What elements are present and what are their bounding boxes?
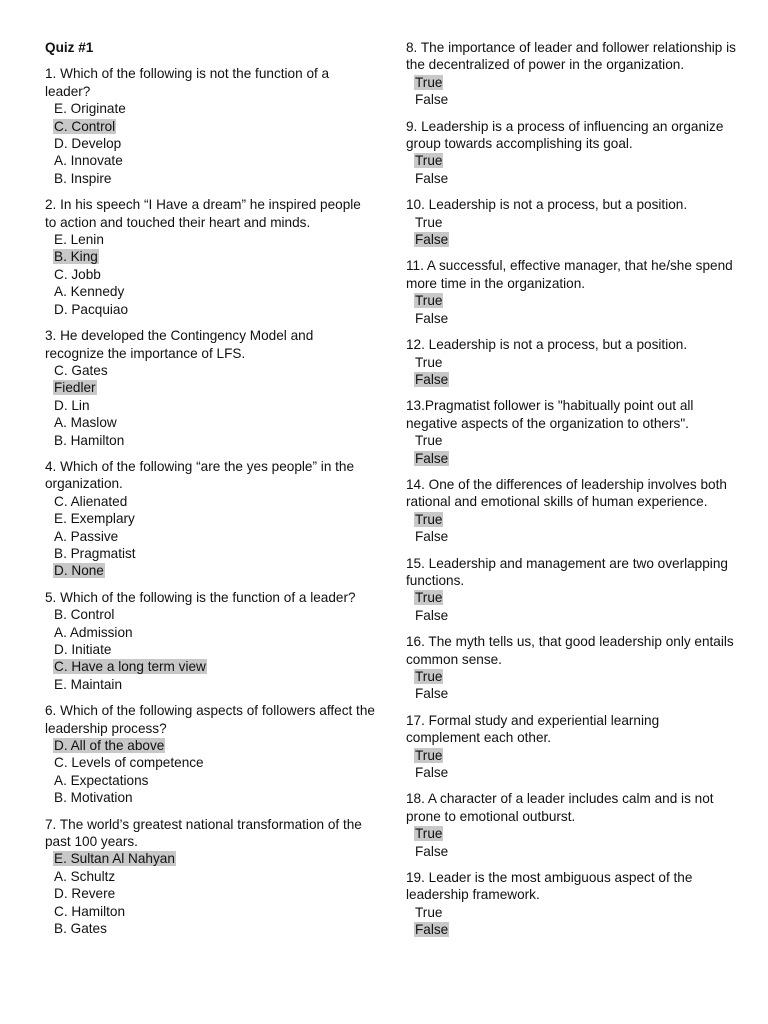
answer-option <box>53 100 375 117</box>
answer-option <box>53 641 375 658</box>
answer-option-highlighted <box>53 850 375 867</box>
answer-option-label: C. Control <box>54 118 116 134</box>
answer-option-label: A. Schultz <box>54 868 116 884</box>
answer-option-label: True <box>415 214 443 230</box>
answer-option-label: False <box>415 92 449 108</box>
question-item <box>45 196 375 318</box>
question-text: 18. A character of a leader includes calm and is not prone to emotional outburst. <box>406 791 714 824</box>
answer-option-label: C. Levels of competence <box>54 755 204 771</box>
answer-option <box>53 885 375 902</box>
answer-option-label: D. Initiate <box>54 642 112 657</box>
answer-option <box>53 283 375 300</box>
answer-option-label: D. Develop <box>54 136 122 152</box>
question-text: 19. Leader is the most ambiguous aspect of the leadership framework. <box>406 870 693 903</box>
answer-option-highlighted <box>414 511 736 528</box>
answer-option <box>53 676 375 693</box>
answer-option-highlighted <box>53 737 375 754</box>
answer-options <box>45 737 375 807</box>
answer-options <box>406 668 736 703</box>
answer-option-label: A. Innovate <box>54 153 123 169</box>
answer-option-label: False <box>415 686 449 702</box>
answer-option <box>53 414 375 431</box>
answer-option-label: E. Originate <box>54 101 126 117</box>
answer-option-label: A. Maslow <box>54 415 117 431</box>
answer-option <box>53 231 375 248</box>
answer-option-highlighted <box>414 825 736 842</box>
left-question-list <box>45 65 375 937</box>
question-text: 16. The myth tells us, that good leadership only entails common sense. <box>406 634 734 667</box>
answer-option-label: C. Alienated <box>54 493 128 509</box>
question-item <box>45 589 375 693</box>
answer-option-label: True <box>415 293 443 309</box>
question-text: 17. Formal study and experiential learning complement each other. <box>406 712 660 746</box>
answer-option-label: False <box>415 450 449 466</box>
question-item <box>45 458 375 580</box>
answer-option-label: B. King <box>54 249 98 265</box>
question-text: 6. Which of the following aspects of followers affect the leadership process? <box>45 703 375 736</box>
answer-option <box>53 266 375 283</box>
question-item <box>45 702 375 806</box>
answer-option-label: True <box>415 433 443 449</box>
answer-option-highlighted <box>414 152 736 169</box>
quiz-title: Quiz #1 <box>45 40 94 55</box>
answer-options <box>45 606 375 693</box>
left-column <box>45 39 375 947</box>
answer-options <box>406 432 736 467</box>
answer-option <box>53 170 375 187</box>
answer-option <box>414 170 736 187</box>
answer-option <box>53 301 375 318</box>
answer-option-label: E. Maintain <box>54 676 123 692</box>
answer-option <box>414 214 736 231</box>
question-text: 15. Leadership and management are two overlapping functions. <box>406 555 728 588</box>
answer-option-label: D. Lin <box>54 397 90 413</box>
question-text: 13.Pragmatist follower is "habitually point out all negative aspects of the organization to others". <box>406 398 694 431</box>
question-text: 8. The importance of leader and follower relationship is the decentralized of power in the organization. <box>406 40 736 73</box>
right-question-list <box>406 39 736 939</box>
question-item <box>45 816 375 938</box>
answer-option-label: True <box>415 74 443 90</box>
question-item <box>406 196 736 248</box>
answer-option-label: False <box>415 371 449 387</box>
answer-option-label: E. Sultan Al Nahyan <box>54 851 175 867</box>
answer-option-label: False <box>415 529 449 545</box>
answer-option-highlighted <box>414 921 736 938</box>
answer-option <box>53 432 375 449</box>
answer-options <box>406 747 736 782</box>
answer-option <box>414 904 736 921</box>
answer-option-label: A. Expectations <box>54 772 149 788</box>
answer-option <box>53 362 375 379</box>
answer-options <box>406 74 736 109</box>
question-item <box>45 327 375 449</box>
answer-options <box>406 825 736 860</box>
answer-option-label: False <box>415 170 449 186</box>
answer-option <box>53 772 375 789</box>
answer-options <box>45 362 375 449</box>
answer-option-label: False <box>415 922 449 938</box>
answer-option-highlighted <box>414 371 736 388</box>
answer-option <box>53 545 375 562</box>
answer-option-label: True <box>415 153 443 169</box>
question-item <box>406 39 736 109</box>
question-text: 10. Leadership is not a process, but a position. <box>406 197 688 213</box>
answer-option <box>414 843 736 860</box>
answer-option <box>414 354 736 371</box>
answer-option-label: True <box>415 511 443 527</box>
answer-option <box>53 135 375 152</box>
answer-option <box>53 624 375 641</box>
question-item <box>406 633 736 703</box>
answer-option <box>414 432 736 449</box>
answer-options <box>45 493 375 580</box>
answer-options <box>45 850 375 937</box>
answer-option-label: E. Lenin <box>54 232 104 248</box>
question-text: 9. Leadership is a process of influencing an organize group towards accomplishing its goal. <box>406 118 724 152</box>
answer-options <box>406 589 736 624</box>
answer-option-label: D. Revere <box>54 886 116 902</box>
answer-option-label: False <box>415 232 449 248</box>
answer-option <box>414 764 736 781</box>
answer-option-label: B. Inspire <box>54 170 112 186</box>
question-item <box>406 118 736 188</box>
answer-option-label: D. None <box>54 563 104 579</box>
answer-option-highlighted <box>414 747 736 764</box>
answer-options <box>45 231 375 318</box>
answer-option-highlighted <box>414 589 736 606</box>
answer-option-label: E. Exemplary <box>54 511 135 527</box>
answer-option-highlighted <box>414 668 736 685</box>
answer-option <box>53 903 375 920</box>
answer-option-highlighted <box>53 562 375 579</box>
answer-options <box>45 100 375 187</box>
answer-option-label: A. Admission <box>54 624 133 640</box>
answer-options <box>406 511 736 546</box>
answer-option <box>53 510 375 527</box>
answer-option <box>414 91 736 108</box>
question-item <box>406 257 736 327</box>
answer-options <box>406 354 736 389</box>
answer-option-label: A. Passive <box>54 528 119 544</box>
answer-option-label: True <box>415 904 443 920</box>
answer-option-label: False <box>415 310 449 326</box>
answer-option <box>414 685 736 702</box>
answer-option-label: B. Motivation <box>54 790 133 806</box>
question-item <box>406 397 736 467</box>
answer-option <box>53 528 375 545</box>
answer-option-label: B. Pragmatist <box>54 545 136 561</box>
question-item <box>406 869 736 939</box>
question-text: 3. He developed the Contingency Model and recognize the importance of LFS. <box>45 328 314 361</box>
question-text: 7. The world’s greatest national transformation of the past 100 years. <box>45 816 362 850</box>
answer-option <box>53 920 375 937</box>
answer-option-label: C. Jobb <box>54 266 101 282</box>
answer-option-highlighted <box>414 292 736 309</box>
answer-option-highlighted <box>414 74 736 91</box>
answer-option <box>414 528 736 545</box>
question-item <box>45 65 375 187</box>
answer-option-highlighted <box>53 379 375 396</box>
question-text: 5. Which of the following is the function of a leader? <box>45 589 356 605</box>
right-column <box>406 39 736 948</box>
question-item <box>406 790 736 860</box>
answer-option-label: True <box>415 826 443 842</box>
answer-option-highlighted <box>53 248 375 265</box>
answer-option-label: True <box>415 590 443 606</box>
answer-option-label: True <box>415 354 443 370</box>
answer-option-highlighted <box>414 231 736 248</box>
answer-option-label: D. Pacquiao <box>54 301 129 317</box>
question-item <box>406 712 736 782</box>
question-text: 4. Which of the following “are the yes people” in the organization. <box>45 458 355 492</box>
answer-option-label: False <box>415 765 449 781</box>
answer-option-label: C. Gates <box>54 362 108 378</box>
answer-options <box>406 292 736 327</box>
answer-option <box>53 606 375 623</box>
answer-option-label: True <box>415 747 443 763</box>
answer-option-label: C. Hamilton <box>54 903 126 919</box>
question-text: 11. A successful, effective manager, that he/she spend more time in the organization. <box>406 258 733 291</box>
answer-option-label: B. Gates <box>54 921 107 937</box>
answer-option <box>414 607 736 624</box>
answer-option <box>414 310 736 327</box>
answer-option <box>53 397 375 414</box>
answer-option <box>53 868 375 885</box>
answer-option-label: B. Control <box>54 607 115 623</box>
answer-option <box>53 789 375 806</box>
answer-option <box>53 152 375 169</box>
question-text: 2. In his speech “I Have a dream” he inspired people to action and touched their heart and minds. <box>45 197 361 230</box>
question-item <box>406 476 736 546</box>
answer-options <box>406 214 736 249</box>
answer-option-label: D. All of the above <box>54 738 165 754</box>
answer-option <box>53 493 375 510</box>
answer-option-label: Fiedler <box>54 380 96 396</box>
answer-option-label: C. Have a long term view <box>54 659 206 675</box>
answer-options <box>406 904 736 939</box>
answer-option-highlighted <box>53 118 375 135</box>
answer-option-label: B. Hamilton <box>54 432 125 448</box>
answer-option-label: False <box>415 843 449 859</box>
question-text: 14. One of the differences of leadership involves both rational and emotional skills of human experience. <box>406 476 727 510</box>
answer-option <box>53 754 375 771</box>
answer-option-highlighted <box>414 450 736 467</box>
answer-option-label: True <box>415 669 443 684</box>
answer-option-highlighted <box>53 658 375 675</box>
question-text: 1. Which of the following is not the function of a leader? <box>45 66 330 99</box>
question-item <box>406 555 736 625</box>
answer-options <box>406 152 736 187</box>
answer-option-label: False <box>415 607 449 623</box>
answer-option-label: A. Kennedy <box>54 284 125 300</box>
question-text: 12. Leadership is not a process, but a position. <box>406 337 688 353</box>
question-item <box>406 336 736 388</box>
